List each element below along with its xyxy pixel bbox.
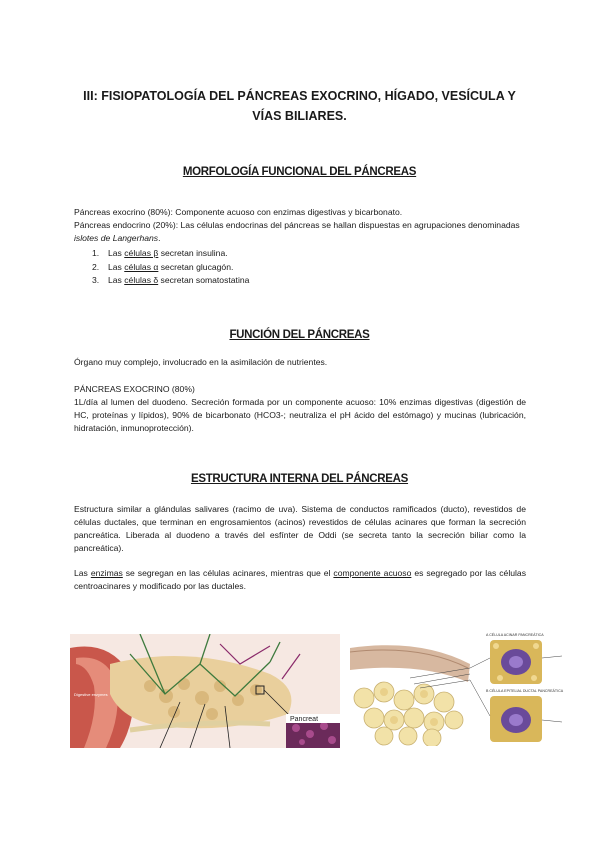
cell-list: [74, 247, 249, 288]
paragraph-estructura: Estructura similar a glándulas salivares (racimo de uva). Sistema de conductos ramificados (ducto), revestidos de células ductales, que terminan en engrosamientos (acinos) revestidos de células acinares que forman la secreción pancreática. Liberada al duodeno a través del esfínter de Oddi (se secreta tanto la secreción biliar como la pancreática).: [74, 504, 526, 553]
paragraph-exocrino-detail: 1L/día al lumen del duodeno. Secreción formada por un componente acuoso: 10% enzimas digestivas (digestión de HC, proteínas y lípidos), 90% de bicarbonato (HCO3-; neutraliza el pH ácido del estómago) y mucinas (lubricación, hidratación, inmunoprotección).: [74, 397, 526, 433]
paragraph-enzimas: [74, 567, 526, 593]
componente-acuoso-underlined: componente acuoso: [333, 568, 412, 578]
enzimas-underlined: enzimas: [90, 568, 123, 578]
list-text-pre: Las: [108, 261, 125, 272]
list-text-post: secretan somatostatina: [158, 275, 250, 285]
exocrino-text: Páncreas exocrino (80%): Componente acuoso con enzimas digestivas y bicarbonato.: [74, 207, 403, 217]
list-number: 1.: [92, 248, 100, 258]
islotes-italic: islotes de Langerhans: [74, 233, 159, 243]
list-item: [74, 261, 249, 275]
enzymes-label: Digestive enzymes: [74, 692, 108, 697]
section-heading-funcion: FUNCIÓN DEL PÁNCREAS: [229, 329, 370, 341]
list-item: [74, 247, 249, 261]
paragraph-exocrino: [74, 206, 526, 245]
paragraph-organo: Órgano muy complejo, involucrado en la asimilación de nutrientes.: [74, 357, 328, 367]
document-title-line-1: III: FISIOPATOLOGÍA DEL PÁNCREAS EXOCRINO, HÍGADO, VESÍCULA Y: [83, 89, 516, 103]
section-heading-estructura: ESTRUCTURA INTERNA DEL PÁNCREAS: [190, 473, 409, 485]
paragraph-subheading: PÁNCREAS EXOCRINO (80%): [74, 384, 195, 394]
document-title-line-2: VÍAS BILIARES.: [252, 109, 347, 123]
endocrino-text-end: .: [158, 233, 161, 243]
list-text-pre: Las: [108, 275, 125, 285]
enzimas-text-a: Las: [74, 568, 91, 578]
enzimas-text-c: es segregado por las células centroacinares y modificado por las ductales.: [74, 568, 526, 591]
pancreas-label: Pancreat: [290, 716, 319, 723]
list-underlined: células β: [124, 248, 159, 258]
list-number: 3.: [92, 275, 100, 285]
pancreas-illustration: [70, 634, 340, 748]
section-heading-morfologia: MORFOLOGÍA FUNCIONAL DEL PÁNCREAS: [182, 166, 417, 178]
list-underlined: células α: [124, 261, 159, 272]
ductal-cell-label: B CÉLULA EPITELIAL DUCTAL PANCREÁTICA: [486, 689, 564, 693]
list-underlined: células δ: [124, 275, 159, 285]
list-item: [74, 274, 249, 288]
acinar-cell-label: A CÉLULA ACINAR PANCREÁTICA: [486, 633, 544, 637]
acinar-ductal-diagram: [350, 628, 564, 746]
document-title: [70, 86, 529, 126]
enzimas-text-b: se segregan en las células acinares, mientras que el: [122, 568, 334, 578]
list-number: 2.: [92, 261, 100, 272]
endocrino-text: [74, 219, 526, 245]
endocrino-text-main: Páncreas endocrino (20%): Las células endocrinas del páncreas se hallan dispuestas en agrupaciones denominadas: [74, 220, 520, 230]
list-text-post: secretan insulina.: [158, 248, 228, 258]
list-text-post: secretan glucagón.: [158, 261, 234, 272]
list-text-pre: Las: [108, 248, 125, 258]
